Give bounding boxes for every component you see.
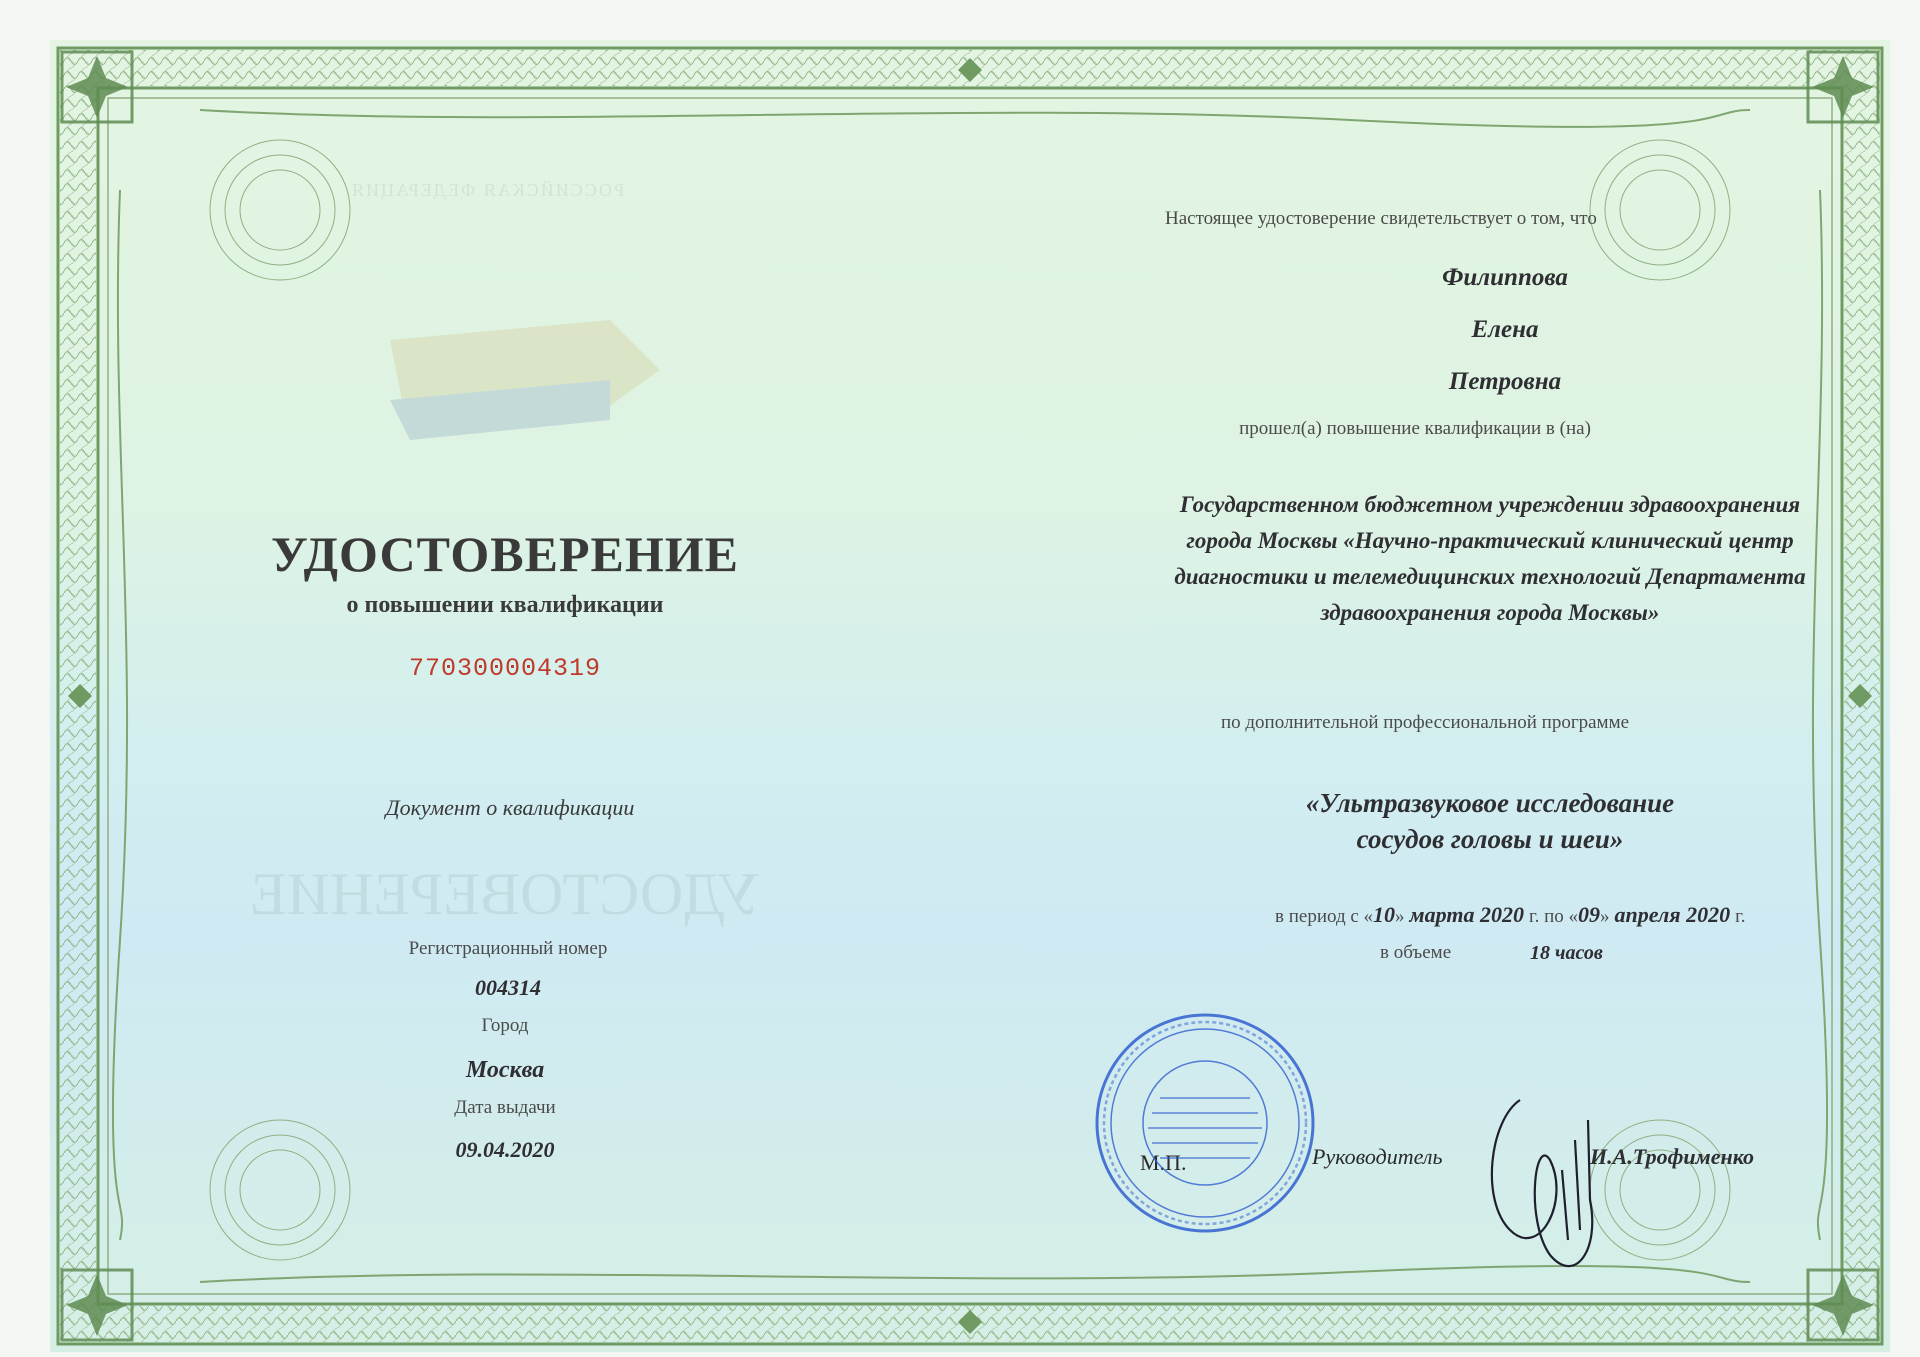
city-label: Город (481, 1015, 529, 1036)
period-from-month-year: марта 2020 (1409, 902, 1524, 927)
period-mid: г. по « (1528, 906, 1579, 927)
program-title-line: сосудов головы и шеи» (1356, 824, 1624, 854)
period-suffix: г. (1735, 906, 1746, 927)
city-value: Москва (465, 1057, 545, 1083)
bleed-through-text: РОССИЙСКАЯ ФЕДЕРАЦИЯ (350, 180, 625, 200)
organization-line: города Москвы «Научно-практический клинический центр (1186, 528, 1794, 553)
issue-date: 09.04.2020 (455, 1137, 555, 1162)
stamp-place-label: М.П. (1140, 1150, 1187, 1175)
program-title-line: «Ультразвуковое исследование (1305, 788, 1675, 818)
period-to-day: 09 (1578, 902, 1601, 927)
patronymic: Петровна (1448, 368, 1562, 395)
head-label: Руководитель (1312, 1144, 1443, 1169)
round-stamp (1090, 1008, 1320, 1238)
period-from-day: 10 (1373, 902, 1396, 927)
serial-number: 770300004319 (408, 654, 602, 683)
certificate-title: УДОСТОВЕРЕНИЕ (271, 526, 739, 582)
signature (1480, 1080, 1610, 1300)
certificate-subtitle: о повышении квалификации (346, 592, 664, 618)
certificate-sheet (50, 40, 1890, 1352)
organization-line: диагностики и телемедицинских технологий Департамента (1174, 564, 1806, 589)
registration-number-label: Регистрационный номер (408, 938, 608, 959)
period-to-sep: » (1600, 906, 1610, 927)
first-name: Елена (1471, 316, 1539, 343)
volume-label: в объеме (1380, 942, 1452, 963)
organization-line: Государственном бюджетном учреждении здравоохранения (1179, 492, 1801, 517)
period-prefix: в период с « (1275, 906, 1374, 927)
issue-date-label: Дата выдачи (454, 1097, 556, 1118)
training-period (1275, 902, 1746, 928)
period-to-month-year: апреля 2020 (1614, 902, 1731, 927)
bleed-through-title: УДОСТОВЕРЕНИЕ (250, 861, 761, 927)
organization-line: здравоохранения города Москвы» (1320, 600, 1660, 625)
volume-hours: 18 часов (1530, 942, 1603, 964)
passed-training-text: прошел(а) повышение квалификации в (на) (1239, 418, 1591, 439)
registration-number: 004314 (475, 975, 541, 1000)
intro-text: Настоящее удостоверение свидетельствует о том, что (1165, 208, 1597, 229)
document-type: Документ о квалификации (385, 795, 635, 820)
period-from-sep: » (1395, 906, 1405, 927)
surname: Филиппова (1442, 264, 1568, 291)
head-name: И.А.Трофименко (1590, 1144, 1755, 1169)
program-label: по дополнительной профессиональной программе (1220, 712, 1630, 733)
